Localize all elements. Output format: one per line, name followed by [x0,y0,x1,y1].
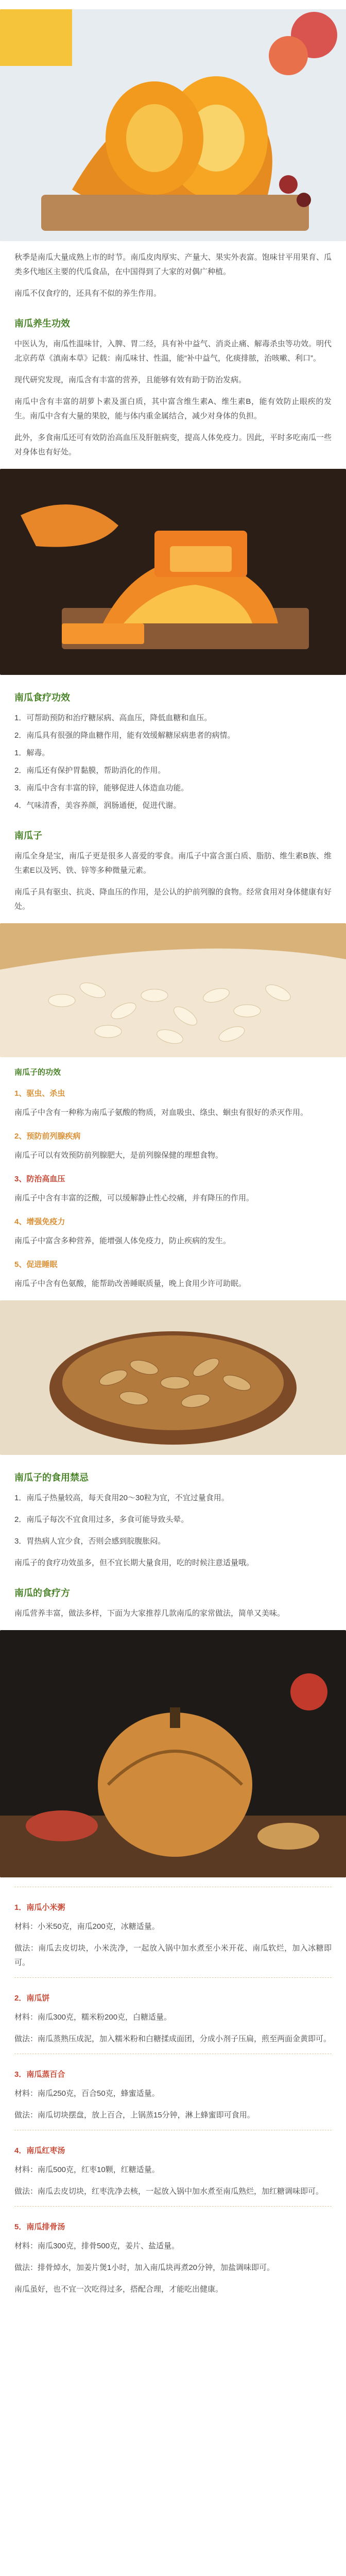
recipe-method: 做法：南瓜蒸熟压成泥，加入糯米粉和白糖揉成面团，分成小剂子压扁，煎至两面金黄即可。 [14,2035,332,2043]
recipe-block [14,1977,332,2046]
seed-item-desc: 南瓜子中含有色氨酸，能帮助改善睡眠质量，晚上食用少许可助眠。 [14,1279,247,1288]
intro-paragraph-1: 秋季是南瓜大量成熟上市的时节。南瓜皮肉厚实、产量大、果实外表富。饱味甘平用果育、瓜类多代地区主要的代瓜食品，在中国得到了大家的对偶广种植。 [14,253,332,276]
seed-subtitle: 南瓜子的功效 [14,1068,61,1077]
yangsheng-paragraph-2: 现代研究发现，南瓜含有丰富的营养，且能够有效有助于防治发病。 [14,376,247,384]
seed-paragraph-2: 南瓜子具有驱虫、抗炎、降血压的作用，是公认的护前列腺的食物。经常食用对身体健康有好处。 [14,888,332,911]
article [0,9,346,2325]
recipe-name: 3．南瓜蒸百合 [14,2070,65,2079]
shiliao-list-1 [14,711,332,743]
recipe-block [14,2206,332,2275]
seed-item-title: 5、促进睡眠 [14,1260,58,1269]
recipes-intro: 南瓜营养丰富，做法多样，下面为大家推荐几款南瓜的家常做法，简单又美味。 [14,1609,285,1618]
seed-item-title: 1、驱虫、杀虫 [14,1089,65,1098]
shiliao-list-2 [14,746,332,813]
pumpkin-seeds-photo [0,923,346,1057]
recipe-method: 做法：南瓜去皮切块，小米洗净，一起放入锅中加水煮至小米开花、南瓜软烂，加入冰糖即可。 [14,1944,332,1967]
recipe-name: 4．南瓜红枣汤 [14,2146,65,2155]
section-title-yangsheng: 南瓜养生功效 [14,318,70,329]
seed-item-desc: 南瓜子可以有效预防前列腺肥大，是前列腺保健的理想食物。 [14,1151,223,1160]
recipes-closing: 南瓜虽好，也不宜一次吃得过多，搭配合理，才能吃出健康。 [14,2285,223,2294]
footer-spacer [14,2304,332,2325]
seed-paragraph-1: 南瓜全身是宝，南瓜子更是很多人喜爱的零食。南瓜子中富含蛋白质、脂肪、维生素B族、维生素E以及钙、铁、锌等多种微量元素。 [14,852,332,875]
recipe-material: 材料：南瓜250克，百合50克，蜂蜜适量。 [14,2089,160,2098]
recipe-block [14,2054,332,2123]
seed-item-title: 2、预防前列腺疾病 [14,1132,81,1141]
section-title-seed: 南瓜子 [14,831,42,841]
section-title-caution: 南瓜子的食用禁忌 [14,1472,89,1483]
recipe-method: 做法：南瓜去皮切块，红枣洗净去核，一起放入锅中加水煮至南瓜熟烂，加红糖调味即可。 [14,2187,324,2196]
shiliao-item: 1．解毒。 [14,749,50,757]
recipe-block [14,2130,332,2199]
seed-bowl-photo [0,1300,346,1455]
recipe-material: 材料：南瓜300克，糯米粉200克，白糖适量。 [14,2013,172,2022]
seed-item-desc: 南瓜子中富含多种营养，能增强人体免疫力，防止疾病的发生。 [14,1236,231,1245]
yangsheng-paragraph-1: 中医认为，南瓜性温味甘，入脾、胃二经，具有补中益气、消炎止痛、解毒杀虫等功效。明代北京药草《滇南本草》记载：南瓜味甘、性温，能“补中益气，化痰排脓，治咳嗽、利口”。 [14,340,332,363]
recipe-name: 1．南瓜小米粥 [14,1903,65,1912]
shiliao-item: 1．可帮助预防和治疗糖尿病、高血压，降低血糖和血压。 [14,714,212,722]
pumpkin-photo-1 [0,9,346,241]
recipe-material: 材料：南瓜500克，红枣10颗，红糖适量。 [14,2165,160,2174]
yangsheng-paragraph-4: 此外，多食南瓜还可有效防治高血压及肝脏病变，提高人体免疫力。因此，平时多吃南瓜一些对身体也有好处。 [14,433,332,456]
shiliao-item: 2．南瓜具有很强的降血糖作用，能有效缓解糖尿病患者的病情。 [14,731,235,740]
pumpkin-photo-2 [0,469,346,675]
recipe-name: 2．南瓜饼 [14,1994,50,2003]
recipe-method: 做法：南瓜切块摆盘，放上百合，上锅蒸15分钟，淋上蜂蜜即可食用。 [14,2111,255,2120]
section-title-recipes: 南瓜的食疗方 [14,1588,70,1598]
caution-item: 1．南瓜子热量较高，每天食用20～30粒为宜，不宜过量食用。 [14,1494,229,1502]
seed-item-title: 3、防治高血压 [14,1175,65,1183]
recipe-block [14,1887,332,1970]
recipe-material: 材料：小米50克，南瓜200克，冰糖适量。 [14,1922,160,1931]
intro-paragraph-2: 南瓜不仅食疗的，还具有不似的养生作用。 [14,289,162,298]
recipe-method: 做法：排骨焯水，加姜片煲1小时，加入南瓜块再煮20分钟，加盐调味即可。 [14,2263,275,2272]
caution-closing: 南瓜子的食疗功效虽多，但不宜长期大量食用，吃的时候注意适量哦。 [14,1558,254,1567]
seed-item-desc: 南瓜子中含有丰富的泛酸，可以缓解静止性心绞痛，并有降压的作用。 [14,1194,254,1202]
shiliao-item: 2．南瓜还有保护胃黏膜，帮助消化的作用。 [14,766,166,775]
pumpkin-still-life-photo [0,1630,346,1877]
yangsheng-paragraph-3: 南瓜中含有丰富的胡萝卜素及蛋白质，其中富含维生素A、维生素B，能有效防止眼疾的发生。南瓜中含有大量的果胶，能与体内重金属结合，减少对身体的负担。 [14,397,332,420]
shiliao-item: 4．气味清香，美容养颜，润肠通便，促进代谢。 [14,801,181,810]
seed-item-title: 4、增强免疫力 [14,1217,65,1226]
caution-item: 3．胃热病人宜少食，否则会感到脘腹胀闷。 [14,1537,166,1546]
seed-item-desc: 南瓜子中含有一种称为南瓜子氨酸的物质，对血吸虫、绦虫、蛔虫有很好的杀灭作用。 [14,1108,308,1117]
section-title-shiliao: 南瓜食疗功效 [14,692,70,703]
shiliao-item: 3．南瓜中含有丰富的锌，能够促进人体造血功能。 [14,784,189,792]
recipe-name: 5．南瓜排骨汤 [14,2223,65,2231]
caution-item: 2．南瓜子每次不宜食用过多，多食可能导致头晕。 [14,1515,189,1524]
recipe-material: 材料：南瓜300克，排骨500克，姜片、盐适量。 [14,2242,180,2250]
